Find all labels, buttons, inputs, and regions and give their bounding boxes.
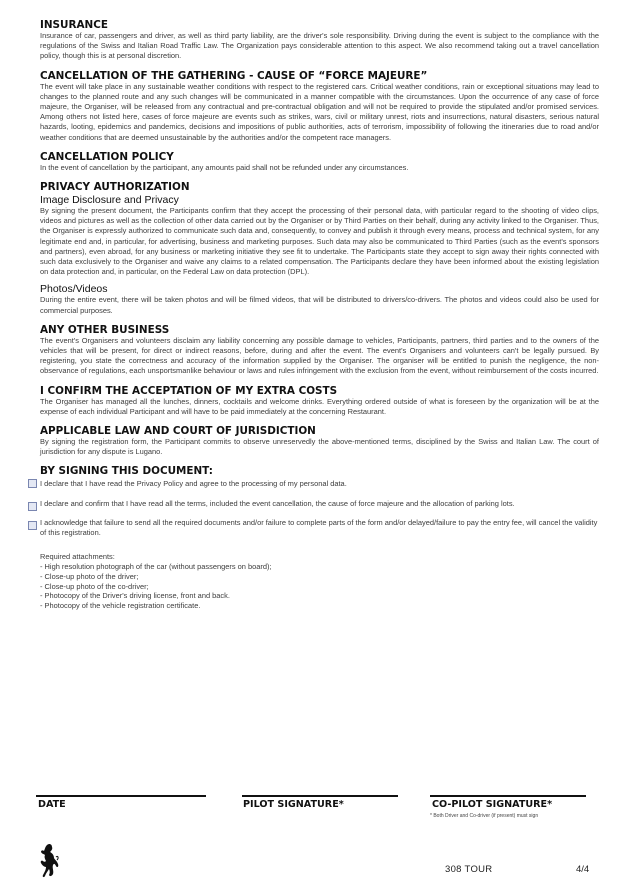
section-subheading-photos: Photos/Videos bbox=[40, 283, 108, 296]
section-body: By signing the registration form, the Participant commits to observe unreservedly the above-mentioned terms, disciplined by the Swiss and Italian Law. The court of jurisdiction for any dispute is Lugano. bbox=[40, 437, 599, 457]
section-force-majeure bbox=[40, 71, 599, 143]
section-heading: INSURANCE bbox=[40, 19, 108, 31]
signature-note: * Both Driver and Co-driver (if present) must sign bbox=[430, 813, 539, 819]
section-heading: PRIVACY AUTHORIZATION bbox=[40, 181, 190, 194]
date-label: DATE bbox=[38, 799, 66, 810]
consent-privacy-row bbox=[40, 479, 599, 489]
section-heading: ANY OTHER BUSINESS bbox=[40, 323, 170, 336]
pilot-signature-line[interactable] bbox=[242, 795, 398, 797]
required-attachments bbox=[40, 552, 599, 611]
copilot-signature-label: CO-PILOT SIGNATURE* bbox=[432, 799, 553, 810]
section-insurance bbox=[40, 20, 599, 62]
section-heading: BY SIGNING THIS DOCUMENT: bbox=[40, 465, 213, 478]
section-heading: I CONFIRM THE ACCEPTATION OF MY EXTRA COSTS bbox=[40, 384, 338, 397]
page-number: 4/4 bbox=[576, 864, 590, 875]
section-law bbox=[40, 426, 599, 457]
consent-terms-row bbox=[40, 499, 599, 509]
section-heading: APPLICABLE LAW AND COURT OF JURISDICTION bbox=[40, 425, 316, 438]
section-signing bbox=[40, 466, 599, 611]
section-subheading: Image Disclosure and Privacy bbox=[40, 194, 179, 207]
section-body: The event will take place in any sustainable weather conditions with respect to the registered cars. Critical weather conditions, rain or exceptional situations may lead to changes to the planned route and any such changes will be communicated in a manner compatible with the circumstances. Upon the occurrence of any case of force majeure, the Organiser, will be released from any contractual and pre-contractual obligation and will not be required to provide the stipulated and/or promised services. Among others not listed here, cases of force majeure are events such as strikes, wars, civil or military unrest, riots and insurrections, natural disasters, serious natural hazards, looting, epidemics and pandemics, decisions and impositions of public authorities, acts of terrorism, impossibility of following the itineraries due to road and/or weather conditions that are deemed unsustainable by the authorities and/or the competent race managers. bbox=[40, 81, 599, 142]
section-body-photos: During the entire event, there will be taken photos and will be filmed videos, that will be distributed to drivers/co-drivers. The photos and videos could also be used for commercial purposes. bbox=[40, 295, 599, 315]
footer-event-title: 308 TOUR bbox=[445, 864, 493, 875]
section-body: The Organiser has managed all the lunches, dinners, cocktails and welcome drinks. Everything ordered outside of what is foreseen by the organization will be at the expense of each individual Participant and will have to be paid immediately at the concerning Restaurant. bbox=[40, 396, 599, 416]
section-body: Insurance of car, passengers and driver, as well as third party liability, are the driver's sole responsibility. Driving during the event is subject to the compliance with the regulations of the Swiss and Italian Road Traffic Law. The Organization pays considerable attention to this aspect. We also recommend taking out a travel cancellation policy, though this is at personal discretion. bbox=[40, 31, 599, 61]
section-heading: CANCELLATION POLICY bbox=[40, 150, 174, 163]
checkbox-label: I declare and confirm that I have read all the terms, included the event cancellation, the cause of force majeure and the allocation of parking lots. bbox=[40, 498, 515, 508]
section-body: In the event of cancellation by the participant, any amounts paid shall not be refunded under any circumstances. bbox=[40, 162, 409, 172]
section-body: By signing the present document, the Participants confirm that they accept the processing of their personal data, with particular regard to the shooting of video clips, videos and pictures as well as the collection of other data carried out by the Organiser or by Third Parties on their behalf, during any activity linked to the Organiser. Thus, the Organiser is expressly authorized to communicate such data and, consequently, to convey and publish it through every means, process and technical system, for any legitimate end and, in particular, for advertising, business and marketing purposes. Such data may also be communicated to Third Parties (such as the event's sponsors and partners), even abroad, for any business or marketing initiative they see fit to undertake. The Participants state they accept to sign away their rights connected with such data exclusively to the Organiser and waive any claims to a related compensation. The Participants declare they have been informed about the existing legislation on data protection and, in particular, on the Federal Law on data protection (DPL). bbox=[40, 206, 599, 277]
date-signature-line[interactable] bbox=[36, 795, 206, 797]
consent-documents-row bbox=[40, 518, 599, 538]
attachment-item: - Photocopy of the vehicle registration certificate. bbox=[40, 601, 201, 611]
section-cancellation-policy bbox=[40, 152, 599, 173]
section-heading: CANCELLATION OF THE GATHERING - CAUSE OF “FORCE MAJEURE” bbox=[40, 69, 428, 82]
section-other-business bbox=[40, 325, 599, 377]
prancing-horse-logo-icon bbox=[38, 843, 60, 879]
document-page bbox=[40, 20, 599, 620]
checkbox-label: I declare that I have read the Privacy Policy and agree to the processing of my personal data. bbox=[40, 479, 347, 489]
consent-terms-checkbox[interactable] bbox=[28, 502, 37, 511]
consent-documents-checkbox[interactable] bbox=[28, 521, 37, 530]
consent-privacy-checkbox[interactable] bbox=[28, 479, 37, 488]
attachment-item: - Close-up photo of the co-driver; bbox=[40, 581, 149, 591]
section-body: The event's Organisers and volunteers disclaim any liability concerning any possible damage to vehicles, Participants, partners, third parties and to the owners of the vehicles that will be present, for direct or indirect reasons, before, during and after the event. The event's Organisers and volunteers can't be legally pursued. By registering, you state the correctness and accuracy of the information supplied by the Organiser. The organiser will be entitled to punish the negligence, the non-observance of regulations, each unsportsmanlike behaviour or laws and rules infringement with the exclusion from the event, without reimbursement of the costs incurred. bbox=[40, 335, 599, 376]
attachment-item: - High resolution photograph of the car (without passengers on board); bbox=[40, 562, 272, 572]
pilot-signature-label: PILOT SIGNATURE* bbox=[243, 799, 344, 810]
checkbox-label: I acknowledge that failure to send all the required documents and/or failure to complete parts of the form and/or delayed/failure to pay the entry fee, will cancel the validity of this registration. bbox=[40, 517, 598, 538]
attachment-item: - Close-up photo of the driver; bbox=[40, 571, 139, 581]
section-extra-costs bbox=[40, 386, 599, 417]
attachment-item: - Photocopy of the Driver's driving license, front and back. bbox=[40, 591, 230, 601]
section-privacy bbox=[40, 182, 599, 316]
attachments-title: Required attachments: bbox=[40, 552, 115, 562]
copilot-signature-line[interactable] bbox=[430, 795, 586, 797]
